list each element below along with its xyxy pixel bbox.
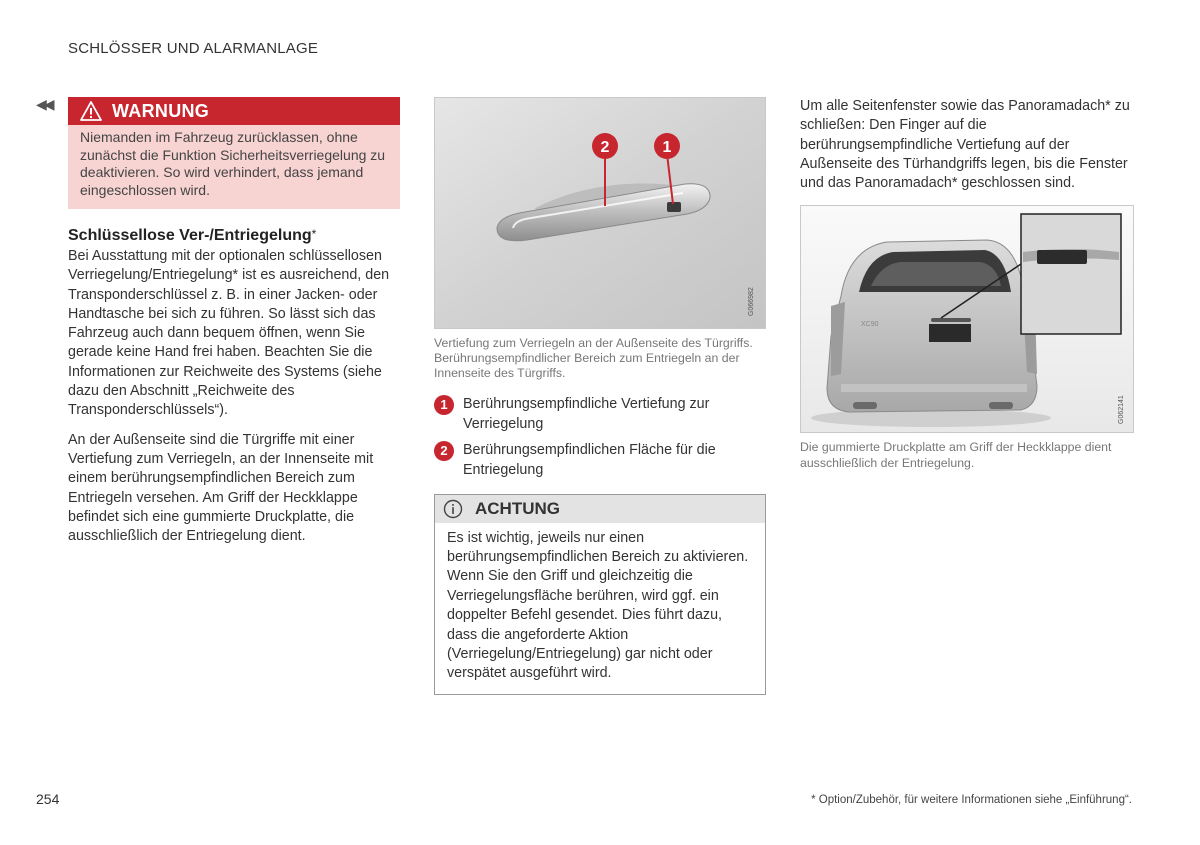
legend-number-badge: 1 <box>434 395 454 415</box>
warning-triangle-icon <box>80 101 102 121</box>
warning-header <box>68 97 400 125</box>
figure-code-1: G066982 <box>748 287 755 316</box>
continued-marker-icon: ◀◀ <box>36 96 52 112</box>
option-star: * <box>311 227 317 241</box>
column-right <box>800 97 1134 471</box>
door-handle-illustration <box>435 98 765 328</box>
legend-item <box>434 394 766 434</box>
note-box <box>434 494 766 695</box>
legend-number-badge: 2 <box>434 441 454 461</box>
svg-text:XC90: XC90 <box>861 321 879 329</box>
door-handle-image <box>434 97 766 329</box>
legend-list <box>434 394 766 480</box>
footnote: * Option/Zubehör, für weitere Informationen siehe „Einführung“. <box>811 794 1132 806</box>
warning-text: Niemanden im Fahrzeug zurücklassen, ohne zunächst die Funktion Sicherheitsverriegelung zu deaktivieren. So wird verhindert, dass jemand eingeschlossen wird. <box>80 129 386 198</box>
section-title: SCHLÖSSER UND ALARMANLAGE <box>68 40 319 57</box>
figure-caption-2: Die gummierte Druckplatte am Griff der Heckklappe dient ausschließlich der Entriegelung. <box>800 440 1112 470</box>
keyless-paragraph-1: Bei Ausstattung mit der optionalen schlüssellosen Verriegelung/Entriegelung* ist es ausreichend, den Transponderschlüssel z. B. in einer Jacken- oder Handtasche bei sich zu führen. So lässt sich das Fahrzeug auch dann bequem öffnen, wenn Sie gerade keine Hand frei haben. Beachten Sie die Informationen zur Reichweite des Systems (siehe dazu den Abschnitt „Reichweite des Transponderschlüssels“). <box>68 248 390 419</box>
windows-paragraph: Um alle Seitenfenster sowie das Panoramadach* zu schließen: Den Finger auf die berührungsempfindliche Vertiefung auf der Außenseite des Türhandgriffs legen, bis die Fenster und das Panoramadach* geschlossen sind. <box>800 98 1130 192</box>
legend-text: Berührungsempfindliche Vertiefung zur Verriegelung <box>463 395 710 432</box>
column-left <box>68 97 400 546</box>
warning-box <box>68 97 400 209</box>
column-middle <box>434 97 766 695</box>
tailgate-image <box>800 205 1134 433</box>
page-number: 254 <box>36 791 60 807</box>
info-icon <box>443 499 463 519</box>
callout-2-label: 2 <box>600 139 610 156</box>
legend-item <box>434 440 766 480</box>
legend-text: Berührungsempfindlichen Fläche für die Entriegelung <box>463 441 716 478</box>
figure-caption-1: Vertiefung zum Verriegeln an der Außenseite des Türgriffs. Berührungsempfindlicher Bereich zum Entriegeln an der Innenseite des Türgriffs. <box>434 336 753 381</box>
tailgate-illustration <box>801 206 1133 432</box>
warning-title: WARNUNG <box>112 100 210 121</box>
keyless-paragraph-2: An der Außenseite sind die Türgriffe mit einer Vertiefung zum Verriegeln, an der Innenseite mit einem berührungsempfindlichen Bereich zum Entriegeln versehen. Am Griff der Heckklappe befindet sich eine gummierte Druckplatte, die ausschließlich der Entriegelung dient. <box>68 431 374 545</box>
note-text: Es ist wichtig, jeweils nur einen berührungsempfindlichen Bereich zu aktivieren. Wenn Sie den Griff und gleichzeitig die Verriegelungsfläche berühren, wird ggf. ein doppelter Befehl gesendet. Dies führt dazu, dass die angeforderte Aktion (Verriegelung/Entriegelung) gar nicht oder verspätet ausgeführt wird. <box>447 529 749 682</box>
keyless-heading <box>68 227 400 245</box>
note-header <box>435 495 765 523</box>
figure-code-2: G062141 <box>1118 395 1125 425</box>
note-title: ACHTUNG <box>475 498 560 518</box>
callout-1-label: 1 <box>662 139 672 156</box>
keyless-heading-text: Schlüssellose Ver-/Entriegelung <box>68 227 312 244</box>
